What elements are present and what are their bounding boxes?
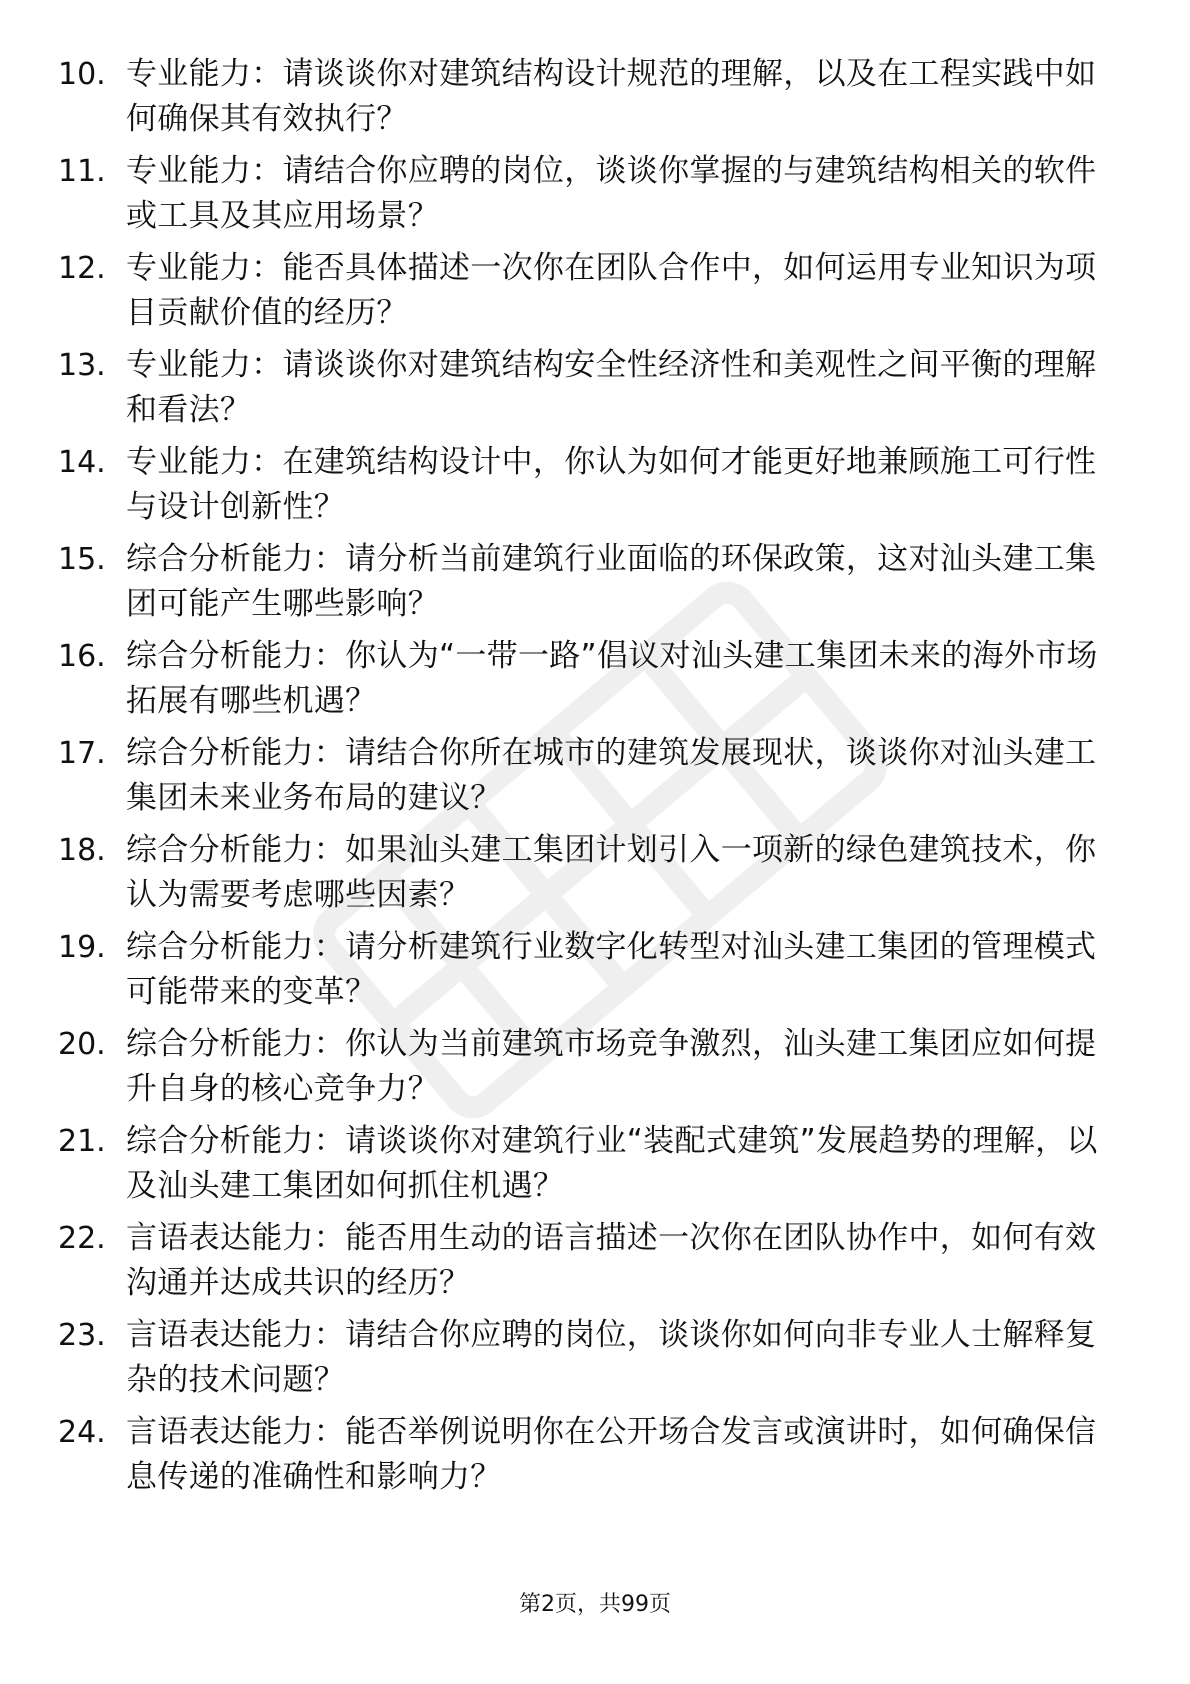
question-number: 12. [58, 251, 106, 286]
question-text: 综合分析能力：请谈谈你对建筑行业“装配式建筑”发展趋势的理解，以及汕头建工集团如何抓住机遇？ [126, 1123, 1098, 1204]
question-text: 综合分析能力：请分析建筑行业数字化转型对汕头建工集团的管理模式可能带来的变革？ [126, 929, 1097, 1010]
page-footer: 第2页，共99页 [519, 1592, 671, 1617]
question-text: 综合分析能力：你认为当前建筑市场竞争激烈，汕头建工集团应如何提升自身的核心竞争力？ [126, 1026, 1097, 1107]
question-text: 综合分析能力：请分析当前建筑行业面临的环保政策，这对汕头建工集团可能产生哪些影响？ [126, 541, 1097, 622]
question-number: 18. [58, 833, 106, 868]
question-item [58, 731, 1118, 828]
question-text: 综合分析能力：请结合你所在城市的建筑发展现状，谈谈你对汕头建工集团未来业务布局的建议？ [126, 735, 1097, 816]
question-number: 19. [58, 930, 106, 965]
question-number: 15. [58, 542, 106, 577]
question-number: 11. [58, 154, 106, 189]
question-item [58, 343, 1118, 440]
question-text: 言语表达能力：能否举例说明你在公开场合发言或演讲时，如何确保信息传递的准确性和影响力？ [126, 1414, 1097, 1495]
question-number: 17. [58, 736, 106, 771]
question-text: 综合分析能力：如果汕头建工集团计划引入一项新的绿色建筑技术，你认为需要考虑哪些因素？ [126, 832, 1097, 913]
question-number: 20. [58, 1027, 106, 1062]
question-number: 10. [58, 57, 106, 92]
question-item [58, 246, 1118, 343]
question-item [58, 1022, 1118, 1119]
question-text: 综合分析能力：你认为“一带一路”倡议对汕头建工集团未来的海外市场拓展有哪些机遇？ [126, 638, 1098, 719]
question-text: 言语表达能力：请结合你应聘的岗位，谈谈你如何向非专业人士解释复杂的技术问题？ [126, 1317, 1097, 1398]
question-text: 专业能力：请结合你应聘的岗位，谈谈你掌握的与建筑结构相关的软件或工具及其应用场景？ [126, 153, 1097, 234]
question-item [58, 440, 1118, 537]
question-item [58, 1313, 1118, 1410]
question-number: 21. [58, 1124, 106, 1159]
question-item [58, 149, 1118, 246]
question-item [58, 1410, 1118, 1507]
question-text: 专业能力：请谈谈你对建筑结构设计规范的理解，以及在工程实践中如何确保其有效执行？ [126, 56, 1097, 137]
question-number: 13. [58, 348, 106, 383]
question-item [58, 1216, 1118, 1313]
question-text: 专业能力：在建筑结构设计中，你认为如何才能更好地兼顾施工可行性与设计创新性？ [126, 444, 1097, 525]
question-number: 24. [58, 1415, 106, 1450]
question-text: 专业能力：能否具体描述一次你在团队合作中，如何运用专业知识为项目贡献价值的经历？ [126, 250, 1097, 331]
question-item [58, 925, 1118, 1022]
question-number: 22. [58, 1221, 106, 1256]
question-number: 14. [58, 445, 106, 480]
question-item [58, 52, 1118, 149]
question-list [58, 52, 1118, 1507]
question-number: 16. [58, 639, 106, 674]
question-item [58, 537, 1118, 634]
question-text: 言语表达能力：能否用生动的语言描述一次你在团队协作中，如何有效沟通并达成共识的经历？ [126, 1220, 1097, 1301]
question-item [58, 1119, 1118, 1216]
question-number: 23. [58, 1318, 106, 1353]
question-item [58, 828, 1118, 925]
question-item [58, 634, 1118, 731]
question-text: 专业能力：请谈谈你对建筑结构安全性经济性和美观性之间平衡的理解和看法？ [126, 347, 1097, 428]
